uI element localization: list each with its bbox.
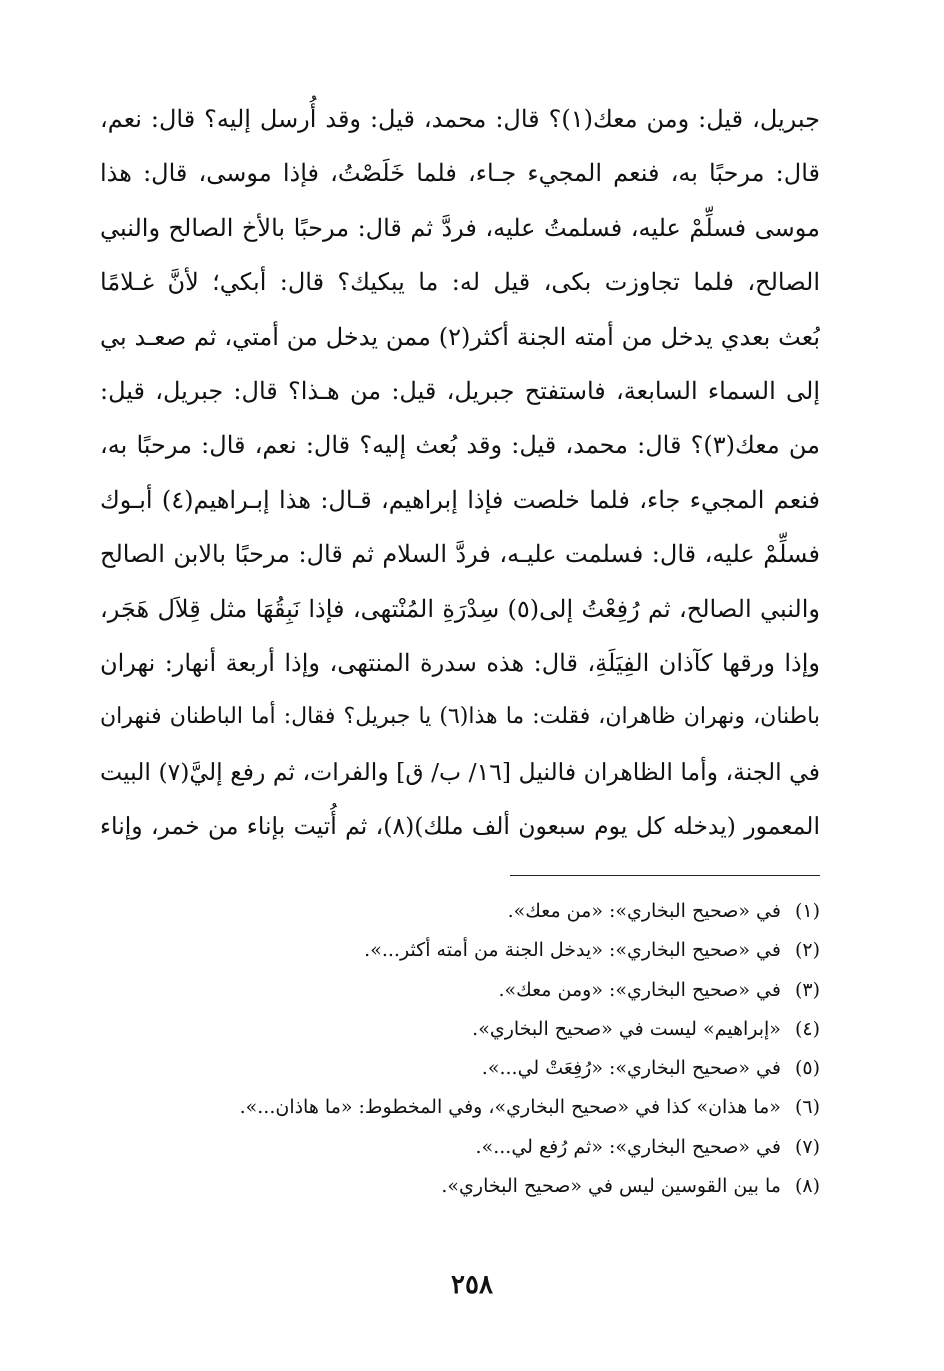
footnote-number: (٧) <box>794 1135 820 1158</box>
text-line: جبريل، قيل: ومن معك(١)؟ قال: محمد، قيل: وقد أُرسل إليه؟ قال: نعم، <box>100 105 820 133</box>
footnote-number: (٦) <box>794 1096 820 1119</box>
footnote-text: في «صحيح البخاري»: «يدخل الجنة من أمته أكثر...». <box>364 939 781 962</box>
footnote-text: «إبراهيم» ليست في «صحيح البخاري». <box>472 1017 781 1040</box>
footnotes-section <box>100 892 820 1206</box>
text-line: وإذا ورقها كآذان الفِيَلَةِ، قال: هذه سدرة المنتهى، وإذا أربعة أنهار: نهران <box>100 648 820 677</box>
footnote-item <box>100 1128 820 1167</box>
footnote-item <box>100 1167 820 1206</box>
text-line: والنبي الصالح، ثم رُفِعْتُ إلى(٥) سِدْرَةِ المُنْتهى، فإذا نَبِقُهَا مثل قِلاَل هَجَر، <box>100 594 820 623</box>
footnote-text: في «صحيح البخاري»: «ومن معك». <box>498 978 781 1001</box>
text-line: موسى فسلِّمْ عليه، فسلمتُ عليه، فردَّ ثم قال: مرحبًا بالأخ الصالح والنبي <box>100 213 820 242</box>
main-body-text <box>100 92 820 853</box>
footnote-number: (٢) <box>794 939 820 962</box>
text-line: المعمور (يدخله كل يوم سبعون ألف ملك)(٨)، ثم أُتيت بإناء من خمر، وإناء <box>100 812 820 841</box>
footnote-number: (٣) <box>794 978 820 1001</box>
footnote-item <box>100 1049 820 1088</box>
text-line: إلى السماء السابعة، فاستفتح جبريل، قيل: من هـذا؟ قال: جبريل، قيل: <box>100 376 820 405</box>
footnote-number: (٤) <box>794 1017 820 1040</box>
text-line: بُعث بعدي يدخل من أمته الجنة أكثر(٢) ممن يدخل من أمتي، ثم صعـد بي <box>100 322 820 351</box>
footnote-text: في «صحيح البخاري»: «ثم رُفع لي...». <box>475 1135 781 1158</box>
footnote-text: «ما هذان» كذا في «صحيح البخاري»، وفي المخطوط: «ما هاذان...». <box>239 1096 781 1119</box>
text-line: فنعم المجيء جاء، فلما خلصت فإذا إبراهيم، قـال: هذا إبـراهيم(٤) أبـوك <box>100 485 820 514</box>
text-line: قال: مرحبًا به، فنعم المجيء جـاء، فلما خَلَصْتُ، فإذا موسى، قال: هذا <box>100 159 820 188</box>
text-line: باطنان، ونهران ظاهران، فقلت: ما هذا(٦) يا جبريل؟ فقال: أما الباطنان فنهران <box>100 704 820 730</box>
text-line: الصالح، فلما تجاوزت بكى، قيل له: ما يبكيك؟ قال: أبكي؛ لأنَّ غـلامًا <box>100 268 820 297</box>
footnote-item <box>100 931 820 970</box>
footnote-text: في «صحيح البخاري»: «من معك». <box>507 900 781 922</box>
footnote-item <box>100 971 820 1010</box>
footnote-number: (٨) <box>794 1175 820 1198</box>
text-line: فسلِّمْ عليه، قال: فسلمت عليـه، فردَّ السلام ثم قال: مرحبًا بالابن الصالح <box>100 540 820 569</box>
footnote-item <box>100 1010 820 1049</box>
footnote-divider <box>510 875 820 876</box>
footnote-text: ما بين القوسين ليس في «صحيح البخاري». <box>441 1175 781 1198</box>
footnote-number: (١) <box>794 900 820 922</box>
page-number: ٢٥٨ <box>451 1270 493 1300</box>
footnote-number: (٥) <box>794 1057 820 1080</box>
footnote-item <box>100 1088 820 1127</box>
text-line: في الجنة، وأما الظاهران فالنيل [١٦/ ب/ ق] والفرات، ثم رفع إليَّ(٧) البيت <box>100 757 820 786</box>
footnote-item <box>100 892 820 931</box>
text-line: من معك(٣)؟ قال: محمد، قيل: وقد بُعث إليه؟ قال: نعم، قال: مرحبًا به، <box>100 431 820 460</box>
footnote-text: في «صحيح البخاري»: «رُفِعَتْ لي...». <box>481 1057 781 1080</box>
